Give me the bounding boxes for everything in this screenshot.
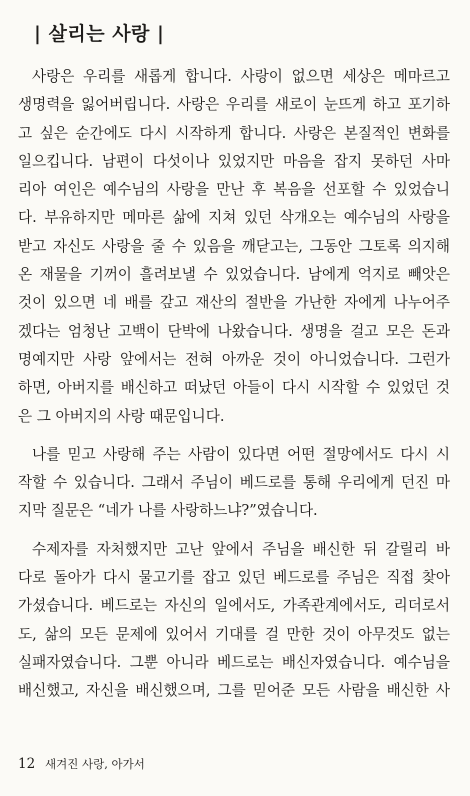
text-line: 지막 질문은 “네가 나를 사랑하느냐?”였습니다. bbox=[18, 502, 318, 520]
text-line: 온 재물을 기꺼이 흘려보낼 수 있었습니다. 남에게 억지로 빼앗은 bbox=[18, 266, 450, 284]
paragraph bbox=[18, 63, 450, 431]
text-line: 도, 삶의 모든 문제에 있어서 기대를 걸 만한 것이 아무것도 없는 bbox=[18, 625, 450, 643]
text-line: 받고 자신도 사랑을 줄 수 있음을 깨닫고는, 그동안 그토록 의지해 bbox=[18, 237, 450, 255]
text-line: 리아 여인은 예수님의 사랑을 만난 후 복음을 선포할 수 있었습니 bbox=[18, 181, 450, 199]
text-line: 배신했고, 자신을 배신했으며, 그를 믿어준 모든 사람을 배신한 사 bbox=[18, 682, 450, 700]
page-footer bbox=[18, 756, 145, 772]
text-line: 일으킵니다. 남편이 다섯이나 있었지만 마음을 잡지 못하던 사마 bbox=[18, 152, 450, 170]
paragraph bbox=[18, 441, 450, 526]
page-number: 12 bbox=[18, 756, 36, 772]
text-line: 것이 있으면 네 배를 갚고 재산의 절반을 가난한 자에게 나누어주 bbox=[18, 294, 450, 312]
text-line: 고 싶은 순간에도 다시 시작하게 합니다. 사랑은 본질적인 변화를 bbox=[18, 124, 450, 142]
text-line: 은 그 아버지의 사랑 때문입니다. bbox=[18, 407, 225, 425]
text-line: 사랑은 우리를 새롭게 합니다. 사랑이 없으면 세상은 메마르고 bbox=[32, 68, 450, 85]
body-text bbox=[18, 63, 450, 706]
text-line: 생명력을 잃어버립니다. 사랑은 우리를 새로이 눈뜨게 하고 포기하 bbox=[18, 96, 450, 114]
text-line: 다. 부유하지만 메마른 삶에 지쳐 있던 삭개오는 예수님의 사랑을 bbox=[18, 209, 450, 227]
text-line: 하면, 아버지를 배신하고 떠났던 아들이 다시 시작할 수 있었던 것 bbox=[18, 379, 450, 397]
text-line: 명예지만 사랑 앞에서는 전혀 아까운 것이 아니었습니다. 그런가 bbox=[18, 350, 450, 368]
section-heading: | 살리는 사랑 | bbox=[34, 23, 165, 45]
running-title: 새겨진 사랑, 아가서 bbox=[45, 757, 145, 771]
paragraph bbox=[18, 536, 450, 706]
text-line: 겠다는 엄청난 고백이 단박에 나왔습니다. 생명을 걸고 모은 돈과 bbox=[18, 322, 450, 340]
text-line: 실패자였습니다. 그뿐 아니라 베드로는 배신자였습니다. 예수님을 bbox=[18, 653, 450, 671]
text-line: 다로 돌아가 다시 물고기를 잡고 있던 베드로를 주님은 직접 찾아 bbox=[18, 569, 450, 587]
text-line: 가셨습니다. 베드로는 자신의 일에서도, 가족관계에서도, 리더로서 bbox=[18, 597, 450, 615]
text-line: 수제자를 자처했지만 고난 앞에서 주님을 배신한 뒤 갈릴리 바 bbox=[32, 540, 450, 558]
text-line: 나를 믿고 사랑해 주는 사람이 있다면 어떤 절망에서도 다시 시 bbox=[32, 445, 450, 463]
text-line: 작할 수 있습니다. 그래서 주님이 베드로를 통해 우리에게 던진 마 bbox=[18, 474, 450, 492]
